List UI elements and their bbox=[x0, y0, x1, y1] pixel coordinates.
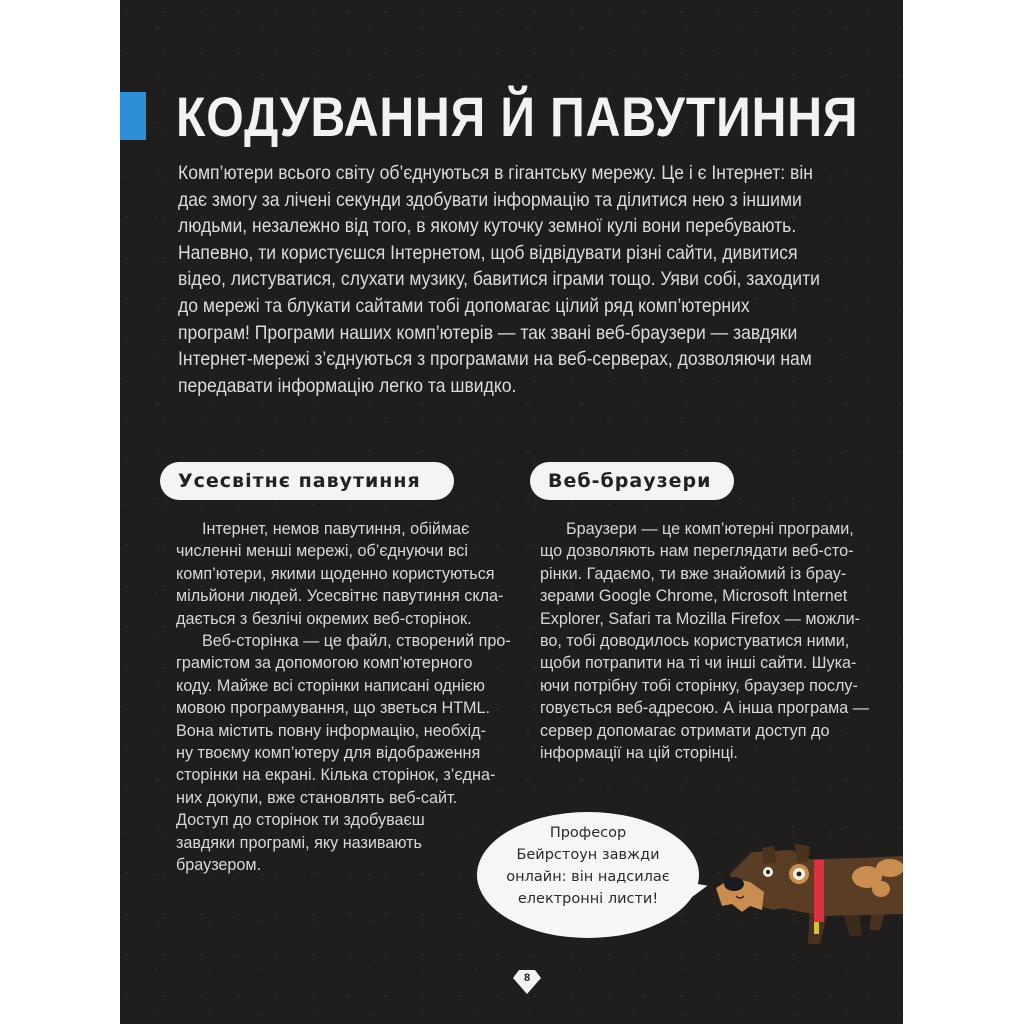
bubble-line: електронні листи! bbox=[517, 891, 659, 907]
section-heading-browsers: Веб-браузери bbox=[530, 462, 734, 500]
browsers-column bbox=[540, 518, 869, 764]
text-line: сервер допомагає отримати доступ до bbox=[540, 721, 830, 740]
text-line: сторінки на екрані. Кілька сторінок, з’єдна- bbox=[176, 766, 496, 785]
speech-bubble-text bbox=[477, 822, 699, 910]
intro-line: відео, листуватися, слухати музику, бавитися іграми тощо. Уяви собі, заходити bbox=[178, 268, 820, 291]
text-line: во, тобі доводилось користуватися ними, bbox=[540, 632, 850, 651]
text-line: численні менші мережі, об’єднуючи всі bbox=[176, 542, 468, 561]
text-line: що дозволяють нам переглядати веб-сто- bbox=[540, 542, 854, 561]
intro-paragraph bbox=[178, 160, 868, 399]
www-column bbox=[176, 518, 511, 877]
text-line: щоби потрапити на ті чи інші сайти. Шука- bbox=[540, 654, 857, 673]
dog-icon bbox=[712, 832, 903, 952]
title-accent-bar bbox=[120, 92, 146, 140]
text-line: мовою програмування, що зветься HTML. bbox=[176, 699, 491, 718]
text-line: браузером. bbox=[176, 856, 262, 875]
text-line: Браузери — це комп’ютерні програми, bbox=[566, 520, 854, 538]
text-line: мільйони людей. Усесвітнє павутиння скла- bbox=[176, 587, 504, 606]
text-line: Explorer, Safari та Mozilla Firefox — можли- bbox=[540, 609, 861, 628]
intro-line: Інтернет-мережі з’єднуються з програмами на веб-серверах, дозволяючи нам bbox=[178, 348, 812, 371]
page-number-badge bbox=[512, 966, 542, 996]
text-line: зерами Google Chrome, Microsoft Internet bbox=[540, 587, 848, 606]
text-line: ну твоєму комп’ютеру для відображення bbox=[176, 744, 481, 763]
page-number: 8 bbox=[523, 972, 531, 984]
intro-line: людьми, незалежно від того, в якому куточку земної кулі вони перебувають. bbox=[178, 215, 797, 238]
text-line: рінки. Гадаємо, ти вже знайомий із брау- bbox=[540, 564, 847, 583]
intro-line: Комп’ютери всього світу об’єднуються в гігантську мережу. Це і є Інтернет: він bbox=[178, 162, 813, 184]
text-line: Веб-сторінка — це файл, створений про- bbox=[202, 632, 511, 651]
page-title: КОДУВАННЯ Й ПАВУТИННЯ bbox=[176, 85, 859, 148]
text-line: Вона містить повну інформацію, необхід- bbox=[176, 721, 486, 740]
intro-line: дає змогу за лічені секунди здобувати інформацію та ділитися нею з іншими bbox=[178, 188, 802, 211]
book-page bbox=[120, 0, 903, 1024]
bubble-line: Бейрстоун завжди bbox=[516, 847, 660, 863]
intro-line: Напевно, ти користуєшся Інтернетом, щоб відвідувати різні сайти, дивитися bbox=[178, 241, 798, 264]
bubble-line: Професор bbox=[549, 825, 627, 841]
text-line: Доступ до сторінок ти здобуваєш bbox=[176, 811, 425, 830]
intro-line: передавати інформацію легко та швидко. bbox=[178, 374, 517, 397]
intro-line: програм! Програми наших комп’ютерів — так звані веб-браузери — завдяки bbox=[178, 321, 798, 344]
text-line: комп’ютери, якими щоденно користуються bbox=[176, 564, 495, 583]
section-heading-www: Усесвітнє павутиння bbox=[160, 462, 454, 500]
text-line: інформації на цій сторінці. bbox=[540, 744, 738, 763]
text-line: Інтернет, немов павутиння, обіймає bbox=[202, 520, 470, 538]
intro-line: до мережі та блукати сайтами тобі допомагає цілий ряд комп’ютерних bbox=[178, 294, 750, 317]
text-line: грамістом за допомогою комп’ютерного bbox=[176, 654, 473, 673]
text-line: них докупи, вже становлять веб-сайт. bbox=[176, 788, 458, 807]
text-line: коду. Майже всі сторінки написані однією bbox=[176, 676, 485, 695]
text-line: завдяки програмі, яку називають bbox=[176, 833, 422, 852]
text-line: дається з безлічі окремих веб-сторінок. bbox=[176, 609, 472, 628]
bubble-line: онлайн: він надсилає bbox=[506, 869, 670, 885]
text-line: ючи потрібну тобі сторінку, браузер послу- bbox=[540, 676, 858, 695]
text-line: говується веб-адресою. А інша програма — bbox=[540, 699, 869, 718]
